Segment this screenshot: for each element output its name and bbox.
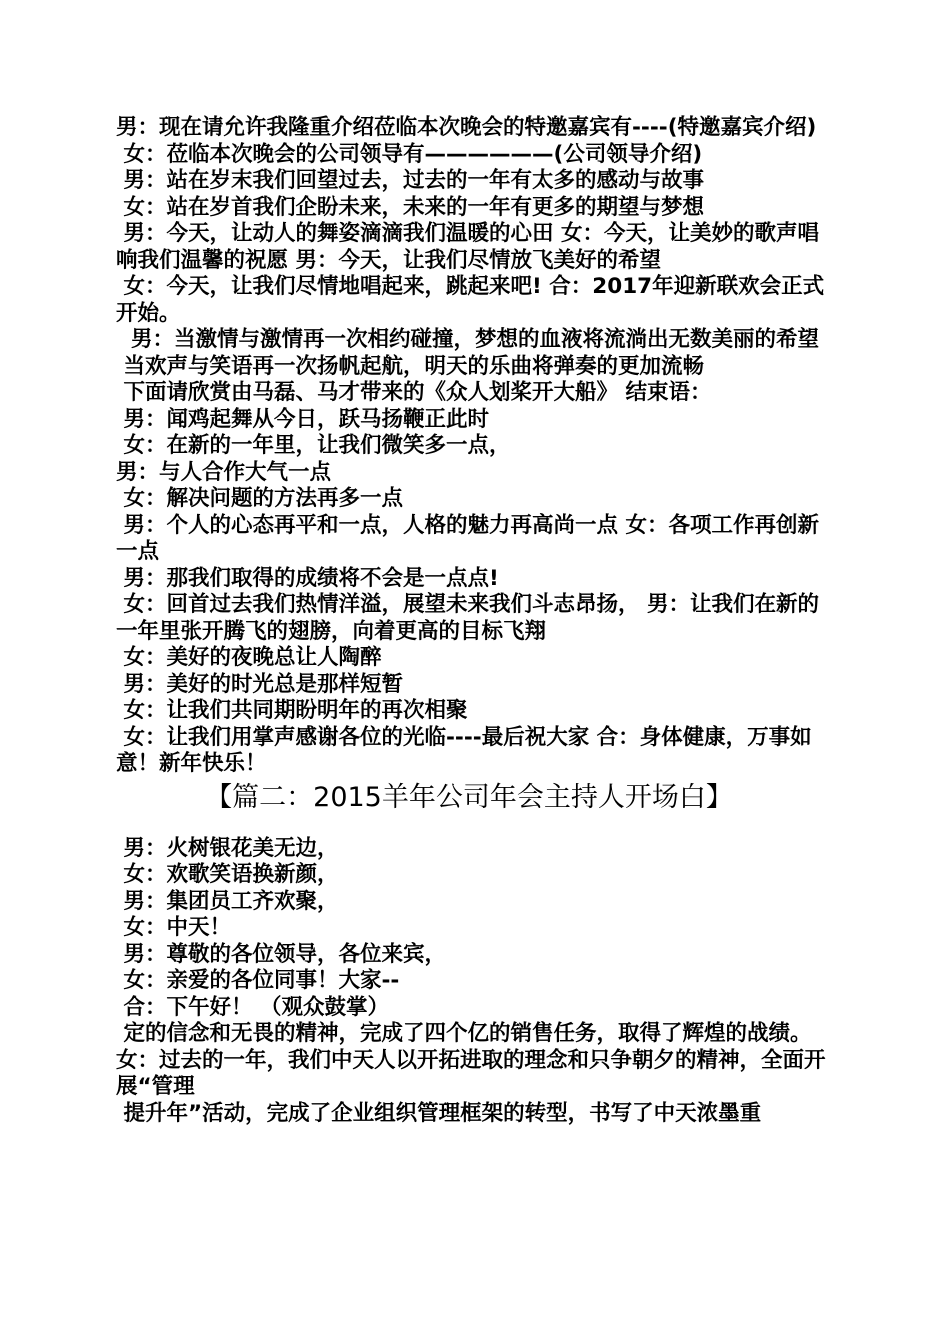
script-line: 男：站在岁末我们回望过去，过去的一年有太多的感动与故事 xyxy=(116,168,705,193)
document-body xyxy=(116,115,830,1127)
script-line: 男：尊敬的各位领导，各位来宾， xyxy=(116,941,447,967)
script-line: 男：当激情与激情再一次相约碰撞，梦想的血液将流淌出无数美丽的希望 xyxy=(116,327,819,352)
script-line: 女：美好的夜晚总让人陶醉 xyxy=(116,645,382,670)
section-heading: 【篇二：2015羊年公司年会主持人开场白】 xyxy=(205,781,733,813)
script-line: 女：解决问题的方法再多一点 xyxy=(116,486,404,511)
script-line: 女：回首过去我们热情洋溢，展望未来我们斗志昂扬， 男：让我们在新的一年里张开腾飞的翅膀，向着更高的目标飞翔 xyxy=(116,592,819,644)
script-line: 女：莅临本次晚会的公司领导有——————(公司领导介绍) xyxy=(116,141,703,167)
script-line: 男：闻鸡起舞从今日，跃马扬鞭正此时 xyxy=(116,406,490,432)
script-line: 女：亲爱的各位同事！大家-- xyxy=(116,968,400,993)
script-line: 女：欢歌笑语换新颜， xyxy=(116,862,339,887)
script-line: 男：集团员工齐欢聚， xyxy=(116,888,339,914)
script-line: 当欢声与笑语再一次扬帆起航，明天的乐曲将弹奏的更加流畅 xyxy=(116,353,705,379)
script-line: 男：现在请允许我隆重介绍莅临本次晚会的特邀嘉宾有----(特邀嘉宾介绍) xyxy=(116,115,817,140)
script-line: 男：与人合作大气一点 xyxy=(116,459,332,485)
script-line: 女：站在岁首我们企盼未来，未来的一年有更多的期望与梦想 xyxy=(116,194,705,220)
script-line: 男：火树银花美无边， xyxy=(116,835,339,861)
script-line: 女：中天！ xyxy=(116,915,232,940)
script-line: 女：让我们用掌声感谢各位的光临----最后祝大家 合：身体健康，万事如意！新年快乐！ xyxy=(116,724,812,776)
script-line: 女：在新的一年里，让我们微笑多一点， xyxy=(116,433,511,458)
script-line: 下面请欣赏由马磊、马才带来的《众人划桨开大船》 结束语： xyxy=(116,380,712,405)
script-section-2 xyxy=(116,836,830,1128)
script-line: 女：今天，让我们尽情地唱起来，跳起来吧! 合：2017年迎新联欢会正式开始。 xyxy=(116,274,825,326)
script-line: 提升年”活动，完成了企业组织管理框架的转型，书写了中天浓墨重 xyxy=(116,1100,762,1126)
script-line: 女：让我们共同期盼明年的再次相聚 xyxy=(116,698,468,723)
script-line: 男：个人的心态再平和一点，人格的魅力再高尚一点 女：各项工作再创新一点 xyxy=(116,512,819,564)
script-line: 男：今天，让动人的舞姿滴滴我们温暖的心田 女：今天，让美妙的歌声唱响我们温馨的祝愿 男：今天，让我们尽情放飞美好的希望 xyxy=(116,221,819,273)
script-line: 男：那我们取得的成绩将不会是一点点! xyxy=(116,565,499,591)
script-line: 男：美好的时光总是那样短暂 xyxy=(116,671,404,697)
script-line: 合：下午好！ （观众鼓掌） xyxy=(116,994,389,1020)
script-section-1 xyxy=(116,115,830,778)
script-line: 定的信念和无畏的精神，完成了四个亿的销售任务，取得了辉煌的战绩。 女：过去的一年，我们中天人以开拓进取的理念和只争朝夕的精神，全面开展“管理 xyxy=(116,1021,826,1099)
